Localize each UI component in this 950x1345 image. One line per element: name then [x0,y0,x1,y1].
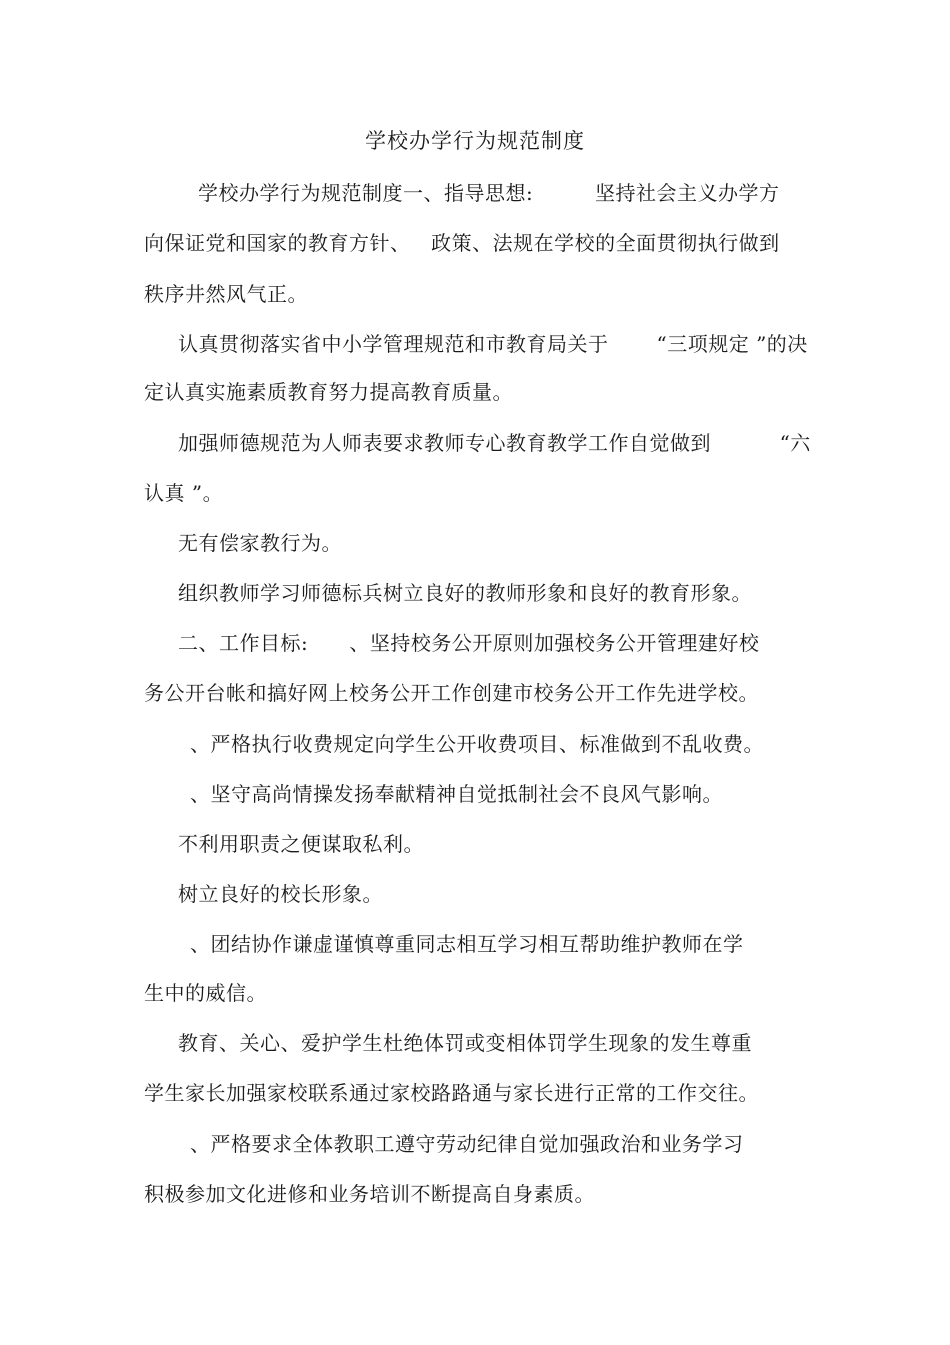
paragraph-line: 无有偿家教行为。 [178,531,342,555]
paragraph-line: 定认真实施素质教育努力提高教育质量。 [144,380,513,404]
paragraph-line: 教育、关心、爱护学生杜绝体罚或变相体罚学生现象的发生尊重 [178,1031,752,1055]
paragraph-line: 认真贯彻落实省中小学管理规范和市教育局关于 “三项规定 ”的决 [178,332,808,356]
paragraph-line: 向保证党和国家的教育方针、 政策、法规在学校的全面贯彻执行做到 [144,231,780,255]
document-title: 学校办学行为规范制度 [365,129,585,153]
paragraph-line: 生中的威信。 [144,981,267,1005]
paragraph-line: 、严格要求全体教职工遵守劳动纪律自觉加强政治和业务学习 [190,1132,744,1156]
paragraph-line: 学生家长加强家校联系通过家校路路通与家长进行正常的工作交往。 [144,1081,759,1105]
paragraph-line: 不利用职责之便谋取私利。 [178,832,424,856]
paragraph-line: 积极参加文化进修和业务培训不断提高自身素质。 [144,1182,595,1206]
paragraph-line: 学校办学行为规范制度一、指导思想: 坚持社会主义办学方 [198,181,780,205]
paragraph-line: 、严格执行收费规定向学生公开收费项目、标准做到不乱收费。 [190,732,764,756]
paragraph-line: 组织教师学习师德标兵树立良好的教师形象和良好的教育形象。 [178,581,752,605]
paragraph-line: 加强师德规范为人师表要求教师专心教育教学工作自觉做到 “六 [178,431,811,455]
paragraph-line: 二、工作目标: 、坚持校务公开原则加强校务公开管理建好校 [178,631,760,655]
paragraph-line: 、坚守高尚情操发扬奉献精神自觉抵制社会不良风气影响。 [190,782,723,806]
paragraph-line: 秩序井然风气正。 [144,282,308,306]
paragraph-line: 树立良好的校长形象。 [178,882,383,906]
paragraph-line: 、团结协作谦虚谨慎尊重同志相互学习相互帮助维护教师在学 [190,932,744,956]
paragraph-line: 认真 ”。 [144,481,224,505]
paragraph-line: 务公开台帐和搞好网上校务公开工作创建市校务公开工作先进学校。 [144,681,759,705]
